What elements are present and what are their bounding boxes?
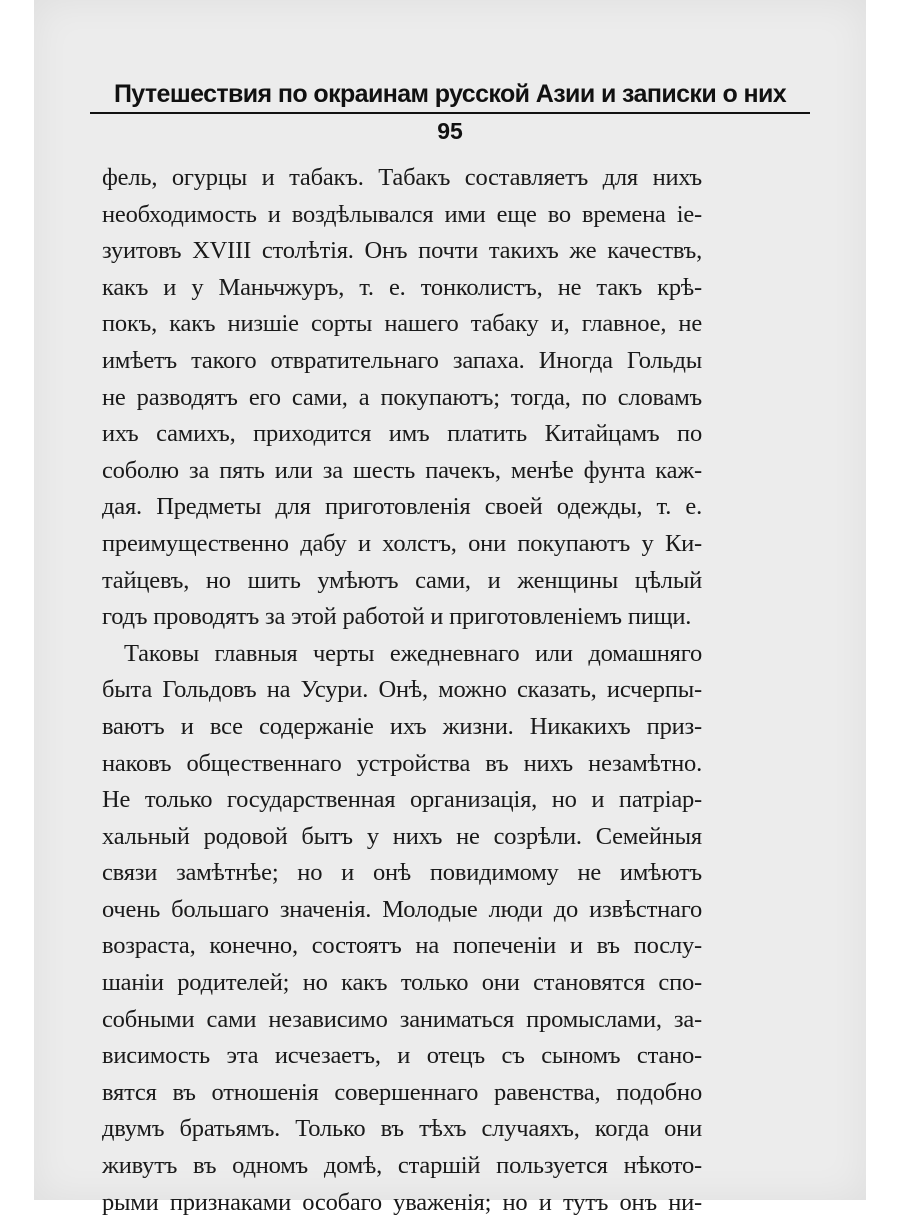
text-line: шанiи родителей; но какъ только они становятся спо- [102,969,702,997]
text-line: живутъ въ одномъ домѣ, старшiй пользуется нѣкото- [102,1152,702,1180]
text-line: вятся въ отношенiя совершеннаго равенства, подобно [102,1078,702,1106]
text-line: тайцевъ, но шить умѣютъ сами, и женщины цѣлый [102,566,702,594]
text-line: очень большаго значенiя. Молодые люди до извѣстнаго [102,895,702,923]
text-line: ваютъ и все содержанiе ихъ жизни. Никакихъ приз- [102,712,702,740]
text-line: дая. Предметы для приготовленiя своей одежды, т. е. [102,493,702,521]
text-line: соболю за пять или за шесть пачекъ, менѣе фунта каж- [102,456,702,484]
page-number: 95 [437,118,463,144]
text-line: двумъ братьямъ. Только въ тѣхъ случаяхъ, когда они [102,1115,702,1143]
text-line: ихъ самихъ, приходится имъ платить Китайцамъ по [102,420,702,448]
text-line: возраста, конечно, состоятъ на попеченiи и въ послу- [102,932,702,960]
text-line: висимость эта исчезаетъ, и отецъ съ сыномъ стано- [102,1042,702,1070]
text-line: хальный родовой бытъ у нихъ не созрѣли. Семейныя [102,822,702,850]
text-line: Таковы главныя черты ежедневнаго или домашняго [124,639,702,667]
text-line: быта Гольдовъ на Усури. Онѣ, можно сказать, исчерпы- [102,676,702,704]
text-line: преимущественно дабу и холстъ, они покупаютъ у Ки- [102,529,702,557]
text-line: имѣетъ такого отвратительнаго запаха. Иногда Гольды [102,346,702,374]
text-line: покъ, какъ низшiе сорты нашего табаку и, главное, не [102,310,702,338]
text-line: фель, огурцы и табакъ. Табакъ составляетъ для нихъ [102,164,702,191]
text-line: необходимость и воздѣлывался ими еще во времена iе- [102,200,702,228]
text-line: наковъ общественнаго устройства въ нихъ незамѣтно. [102,749,702,777]
page-body-text [102,160,702,1221]
text-line: связи замѣтнѣе; но и онѣ повидимому не имѣютъ [102,859,702,887]
text-line: собными сами независимо заниматься промыслами, за- [102,1005,702,1033]
book-page [34,0,866,1216]
running-header-title: Путешествия по окраинам русской Азии и записки о них [113,80,787,108]
text-line: Не только государственная организацiя, но и патрiар- [102,786,702,814]
text-line: какъ и у Маньчжуръ, т. е. тонколистъ, не такъ крѣ- [102,273,702,301]
header-divider [90,112,810,114]
text-line: не разводятъ его сами, а покупаютъ; тогда, по словамъ [102,383,702,411]
text-line: годъ проводятъ за этой работой и приготовленiемъ пищи. [102,603,692,631]
text-line: рыми признаками особаго уваженiя; но и тутъ онъ ни- [102,1188,702,1216]
text-line: зуитовъ XVIII столѣтiя. Онъ почти такихъ же качествъ, [102,237,702,265]
